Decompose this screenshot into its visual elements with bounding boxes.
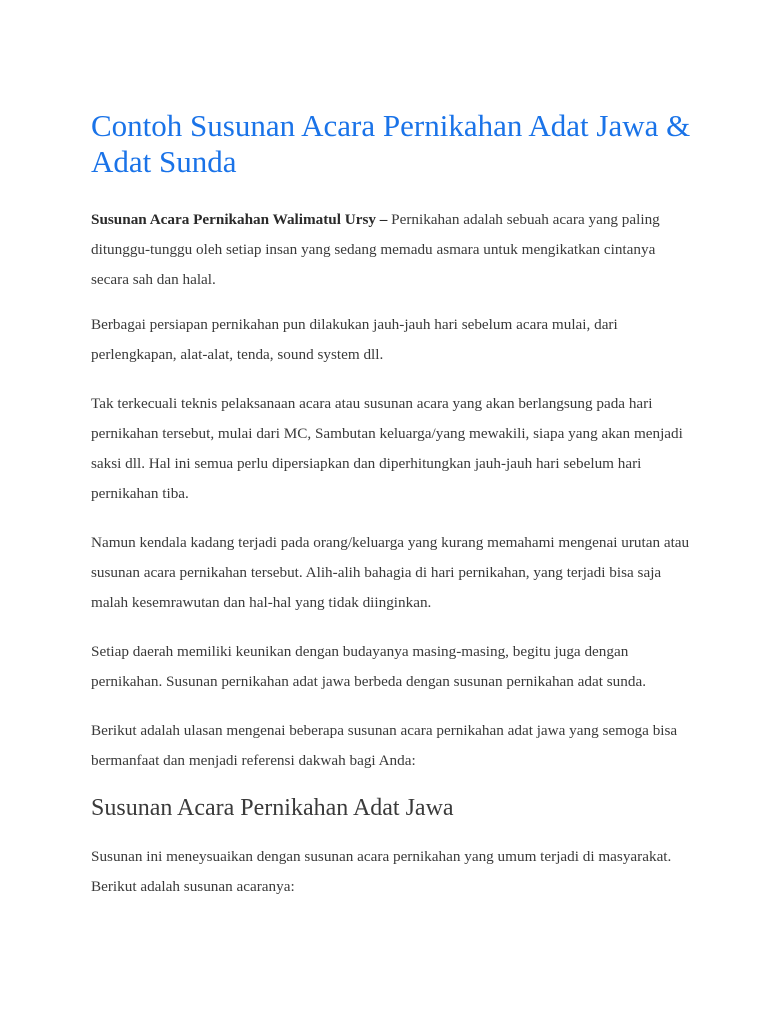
paragraph-regional: Setiap daerah memiliki keunikan dengan budayanya masing-masing, begitu juga dengan pernikahan. Susunan pernikahan adat jawa berbeda dengan susunan pernikahan adat sunda. [91, 643, 646, 690]
section-heading: Susunan Acara Pernikahan Adat Jawa [91, 795, 454, 821]
intro-paragraph [91, 205, 691, 295]
intro-text: Pernikahan adalah sebuah acara yang paling ditunggu-tunggu oleh setiap insan yang sedang memadu asmara untuk mengikatkan cintanya secara sah dan halal. [91, 211, 660, 288]
paragraph-obstacles: Namun kendala kadang terjadi pada orang/keluarga yang kurang memahami mengenai urutan atau susunan acara pernikahan tersebut. Alih-alih bahagia di hari pernikahan, yang terjadi bisa saja malah kesemrawutan dan hal-hal yang tidak diinginkan. [91, 534, 690, 611]
paragraph-preparation: Berbagai persiapan pernikahan pun dilakukan jauh-jauh hari sebelum acara mulai, dari perlengkapan, alat-alat, tenda, sound system dll. [91, 316, 618, 363]
section-paragraph: Susunan ini meneysuaikan dengan susunan acara pernikahan yang umum terjadi di masyarakat. Berikut adalah susunan acaranya: [91, 848, 672, 895]
article-title: Contoh Susunan Acara Pernikahan Adat Jawa & Adat Sunda [91, 108, 691, 179]
paragraph-technical: Tak terkecuali teknis pelaksanaan acara atau susunan acara yang akan berlangsung pada hari pernikahan tersebut, mulai dari MC, Sambutan keluarga/yang mewakili, siapa yang akan menjadi saksi dll. Hal ini semua perlu dipersiapkan dan diperhitungkan jauh-jauh hari sebelum hari pernikahan tiba. [91, 395, 683, 502]
intro-lead-bold: Susunan Acara Pernikahan Walimatul Ursy – [91, 211, 388, 228]
paragraph-overview: Berikut adalah ulasan mengenai beberapa susunan acara pernikahan adat jawa yang semoga bisa bermanfaat dan menjadi referensi dakwah bagi Anda: [91, 722, 678, 769]
document-page [91, 108, 691, 902]
